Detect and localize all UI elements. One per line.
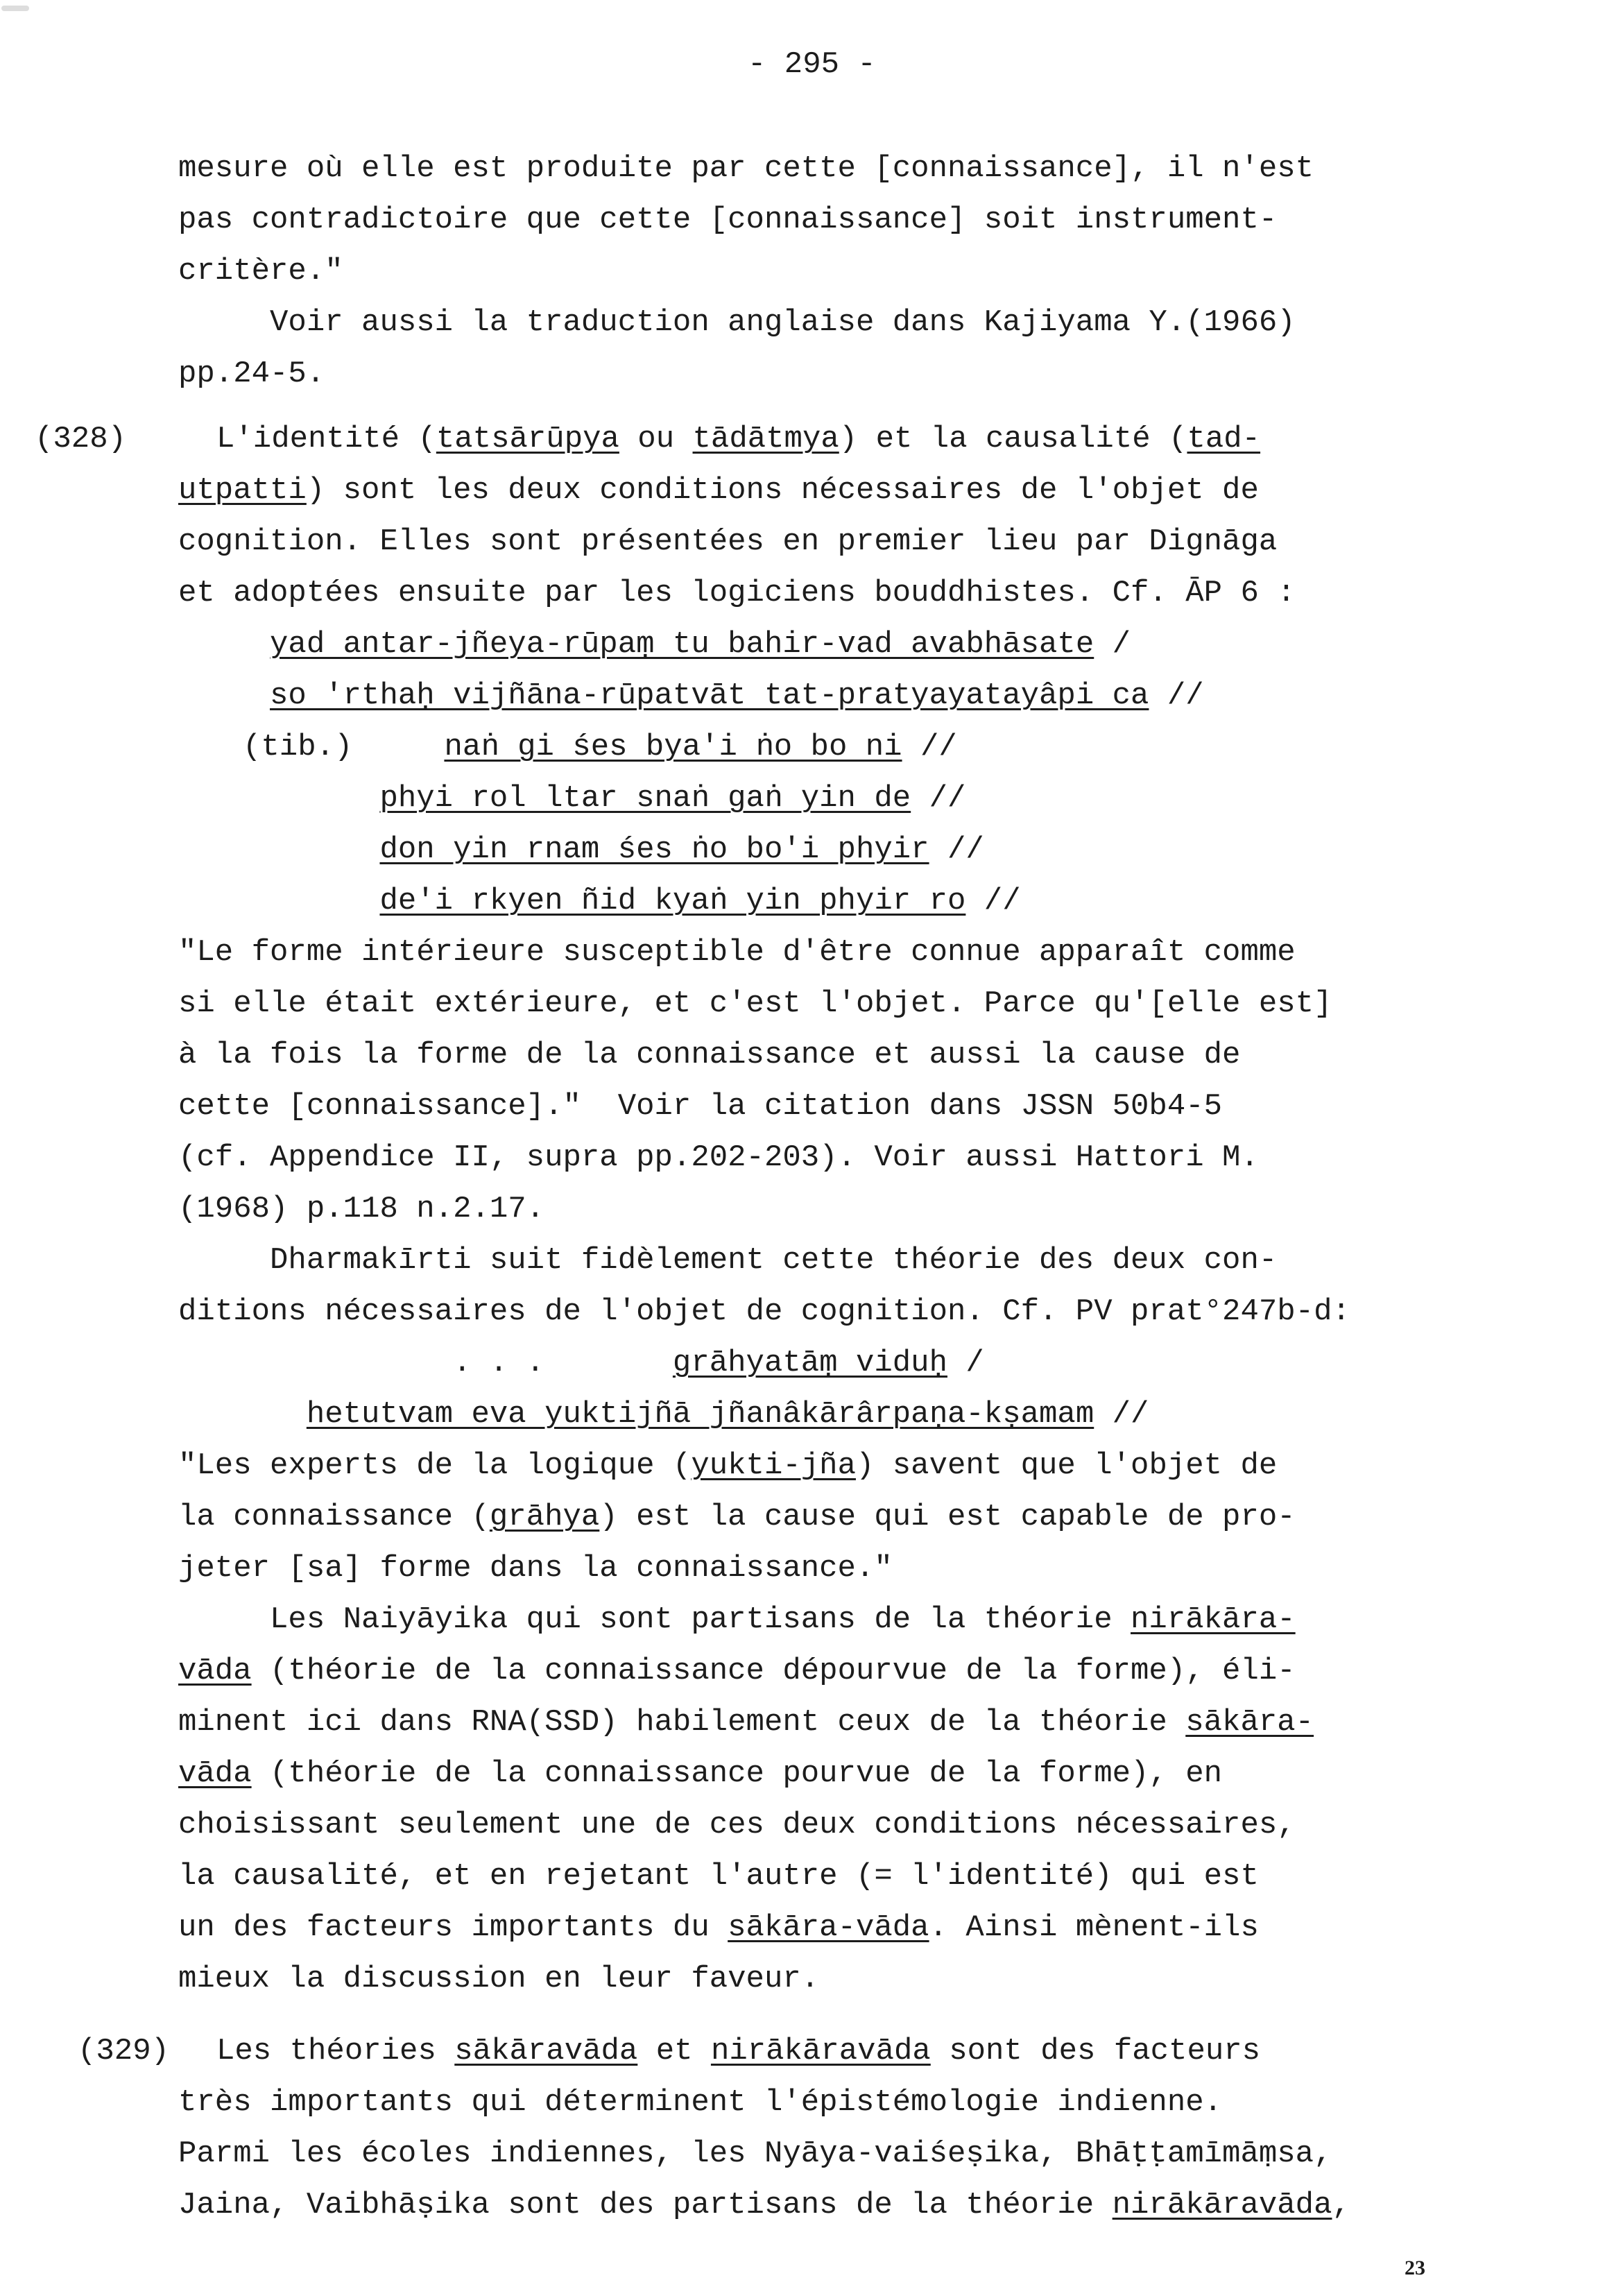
underlined-term: naṅ gi śes bya'i ṅo bo ni — [444, 730, 902, 764]
underlined-term: utpatti — [178, 473, 307, 508]
underlined-term: nirākāravāda — [1112, 2188, 1332, 2222]
text-segment: ou — [619, 422, 693, 456]
text-segment: pas contradictoire que cette [connaissance] soit instrument- — [178, 203, 1278, 237]
underlined-term: sākāra-vāda — [728, 1910, 929, 1945]
text-segment: (théorie de la connaissance dépourvue de la forme), éli- — [251, 1654, 1296, 1688]
text-segment: Voir aussi la traduction anglaise dans Kajiyama Y.(1966) — [178, 305, 1296, 340]
text-segment: Parmi les écoles indiennes, les Nyāya-vaiśeṣika, Bhāṭṭamīmāṃsa, — [178, 2136, 1332, 2171]
text-line — [178, 1491, 1296, 1543]
text-segment: ) et la causalité ( — [839, 422, 1187, 456]
underlined-term: don yin rnam śes ṅo bo'i phyir — [379, 832, 929, 867]
text-line — [178, 619, 1131, 670]
text-segment: et adoptées ensuite par les logiciens bouddhistes. Cf. ĀP 6 : — [178, 576, 1296, 610]
underlined-term: hetutvam eva yuktijñā jñanâkārârpaṇa-kṣamam — [306, 1397, 1094, 1432]
text-segment: mesure où elle est produite par cette [connaissance], il n'est — [178, 151, 1314, 186]
text-line — [178, 1132, 1259, 1183]
text-segment: // — [911, 781, 966, 816]
underlined-term: phyi rol ltar snaṅ gaṅ yin de — [379, 781, 911, 816]
underlined-term: tad- — [1187, 422, 1261, 456]
text-line — [178, 567, 1296, 619]
text-segment: "Le forme intérieure susceptible d'être connue apparaît comme — [178, 935, 1296, 970]
text-line — [178, 1337, 984, 1389]
text-segment: // — [929, 832, 984, 867]
text-line — [178, 1286, 1350, 1337]
text-segment: critère." — [178, 254, 343, 289]
text-line — [178, 927, 1296, 978]
scan-smudge — [1, 6, 29, 11]
text-segment: sont des facteurs — [930, 2034, 1261, 2068]
underlined-term: grāhyatāṃ viduḥ — [672, 1346, 947, 1380]
text-segment: , — [1332, 2188, 1350, 2222]
text-line — [178, 1851, 1259, 1902]
text-line — [178, 2077, 1222, 2128]
text-line — [178, 348, 325, 400]
text-line — [178, 1081, 1222, 1132]
text-line — [178, 1748, 1222, 1799]
text-segment: . . . — [178, 1346, 673, 1380]
text-line — [178, 2179, 1350, 2231]
text-segment: à la fois la forme de la connaissance et aussi la cause de — [178, 1038, 1241, 1072]
text-segment: . Ainsi mènent-ils — [929, 1910, 1259, 1945]
text-segment — [178, 627, 270, 662]
text-line — [178, 1953, 819, 2005]
text-line — [216, 2025, 1260, 2077]
text-segment: jeter [sa] forme dans la connaissance." — [178, 1551, 893, 1586]
text-line — [178, 1440, 1277, 1491]
text-segment: la causalité, et en rejetant l'autre (= l'identité) qui est — [178, 1859, 1259, 1894]
underlined-term: so 'rthaḥ vijñāna-rūpatvāt tat-pratyayatayâpi ca — [270, 678, 1149, 713]
text-segment: ditions nécessaires de l'objet de cognition. Cf. PV prat°247b-d: — [178, 1294, 1350, 1329]
text-line — [216, 413, 1260, 465]
text-line — [178, 875, 1021, 927]
text-line — [178, 773, 965, 824]
text-segment: // — [965, 884, 1021, 918]
text-segment: très importants qui déterminent l'épistémologie indienne. — [178, 2085, 1223, 2120]
text-line — [178, 1543, 893, 1594]
text-line — [178, 1594, 1296, 1645]
text-segment — [178, 832, 379, 867]
text-segment: (cf. Appendice II, supra pp.202-203). Voir aussi Hattori M. — [178, 1140, 1259, 1175]
text-segment — [178, 884, 379, 918]
text-segment: // — [902, 730, 957, 764]
note-number-328: (328) — [35, 422, 127, 456]
text-segment: ) sont les deux conditions nécessaires de l'objet de — [306, 473, 1259, 508]
text-segment: Les théories — [216, 2034, 455, 2068]
text-line — [178, 516, 1277, 567]
text-line — [178, 1183, 544, 1235]
text-segment: la connaissance ( — [178, 1500, 490, 1534]
text-segment: minent ici dans RNA(SSD) habilement ceux de la théorie — [178, 1705, 1186, 1740]
underlined-term: yad antar-jñeya-rūpaṃ tu bahir-vad avabhāsate — [270, 627, 1094, 662]
text-segment: (tib.) — [243, 730, 445, 764]
text-segment: (1968) p.118 n.2.17. — [178, 1192, 545, 1226]
text-segment: choisissant seulement une de ces deux conditions nécessaires, — [178, 1808, 1296, 1842]
underlined-term: vāda — [178, 1756, 252, 1791]
text-line — [178, 670, 1204, 721]
underlined-term: tādātmya — [692, 422, 839, 456]
text-line — [178, 143, 1314, 194]
text-line — [178, 246, 343, 297]
text-segment: Jaina, Vaibhāṣika sont des partisans de la théorie — [178, 2188, 1113, 2222]
text-segment: un des facteurs importants du — [178, 1910, 728, 1945]
underlined-term: sākāravāda — [454, 2034, 638, 2068]
text-line — [178, 1029, 1240, 1081]
text-segment: L'identité ( — [216, 422, 436, 456]
text-line — [178, 1902, 1259, 1953]
text-line — [178, 1645, 1296, 1697]
underlined-term: vāda — [178, 1654, 252, 1688]
text-segment: / — [947, 1346, 984, 1380]
underlined-term: tatsārūpya — [436, 422, 619, 456]
text-segment — [178, 1397, 307, 1432]
underlined-term: nirākāravāda — [710, 2034, 931, 2068]
underlined-term: de'i rkyen ñid kyaṅ yin phyir ro — [379, 884, 966, 918]
text-segment: Les Naiyāyika qui sont partisans de la théorie — [178, 1602, 1131, 1637]
underlined-term: yukti-jña — [691, 1448, 856, 1483]
text-segment: cognition. Elles sont présentées en premier lieu par Dignāga — [178, 524, 1278, 559]
text-segment: ) savent que l'objet de — [855, 1448, 1278, 1483]
text-line — [178, 1389, 1149, 1440]
note-number-329: (329) — [78, 2034, 170, 2068]
text-line — [178, 194, 1277, 246]
text-line — [243, 721, 957, 773]
text-segment: mieux la discussion en leur faveur. — [178, 1962, 820, 1996]
text-segment: (théorie de la connaissance pourvue de la forme), en — [251, 1756, 1223, 1791]
text-segment: / — [1094, 627, 1131, 662]
text-segment: cette [connaissance]." Voir la citation dans JSSN 50b4-5 — [178, 1089, 1223, 1124]
text-segment: si elle était extérieure, et c'est l'objet. Parce qu'[elle est] — [178, 986, 1332, 1021]
text-line — [178, 465, 1259, 516]
underlined-term: nirākāra- — [1131, 1602, 1296, 1637]
text-line — [178, 978, 1332, 1029]
underlined-term: grāhya — [489, 1500, 600, 1534]
underlined-term: sākāra- — [1185, 1705, 1314, 1740]
text-line — [178, 1697, 1314, 1748]
text-segment — [178, 678, 270, 713]
text-segment: ) est la cause qui est capable de pro- — [599, 1500, 1296, 1534]
text-segment: pp.24-5. — [178, 357, 325, 391]
text-line — [178, 824, 984, 875]
text-line — [178, 297, 1296, 348]
text-segment — [178, 781, 379, 816]
text-line — [178, 2128, 1332, 2179]
text-segment: // — [1149, 678, 1204, 713]
footer-number: 23 — [1405, 2256, 1425, 2279]
text-line — [178, 1235, 1277, 1286]
text-segment: Dharmakīrti suit fidèlement cette théorie des deux con- — [178, 1243, 1278, 1278]
text-segment: et — [637, 2034, 711, 2068]
text-line — [178, 1799, 1296, 1851]
text-segment: // — [1094, 1397, 1149, 1432]
text-segment: "Les experts de la logique ( — [178, 1448, 692, 1483]
page-number: - 295 - — [748, 47, 876, 82]
